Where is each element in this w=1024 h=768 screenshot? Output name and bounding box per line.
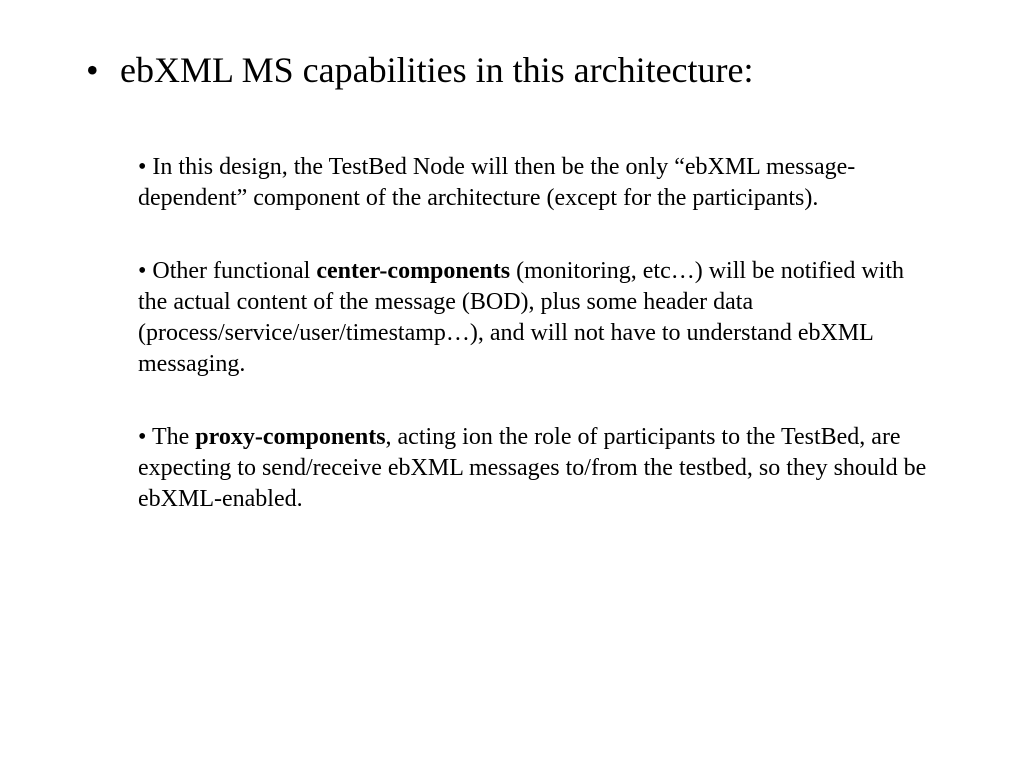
sub-bullet-bold-term: center-components bbox=[316, 258, 511, 284]
sub-bullet-text-after: , acting ion the role of participants to the TestBed, are expecting to send/receive ebXML messages to/from the testbed, so they should be ebXML-enabled. bbox=[138, 424, 927, 512]
heading-text: ebXML MS capabilities in this architecture: bbox=[120, 50, 754, 90]
sub-bullet-marker: • bbox=[138, 424, 147, 450]
heading-bullet: • bbox=[86, 50, 99, 90]
sub-bullet-center-components bbox=[138, 256, 938, 380]
sub-bullet-text: In this design, the TestBed Node will then be the only “ebXML message-dependent” component of the architecture (except for the participants). bbox=[138, 154, 856, 211]
sub-bullet-marker: • bbox=[138, 154, 147, 180]
sub-bullet-list bbox=[138, 152, 938, 557]
sub-bullet-bold-term: proxy-components bbox=[195, 424, 386, 450]
sub-bullet-text-before: Other functional bbox=[152, 258, 311, 284]
sub-bullet-text-after: (monitoring, etc…) will be notified with the actual content of the message (BOD), plus some header data (process/service/user/timestamp…), and will not have to understand ebXML messaging. bbox=[138, 258, 905, 377]
sub-bullet-text-before: The bbox=[151, 424, 190, 450]
slide-heading bbox=[86, 50, 986, 90]
sub-bullet-design bbox=[138, 152, 938, 214]
sub-bullet-marker: • bbox=[138, 258, 147, 284]
sub-bullet-proxy-components bbox=[138, 422, 938, 515]
